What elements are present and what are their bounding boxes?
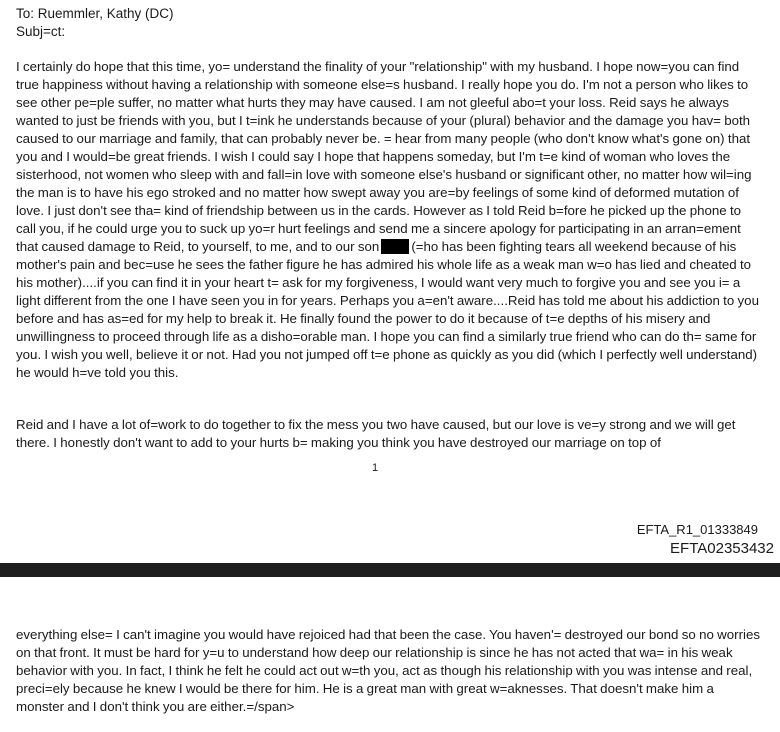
email-subject-line: Subj=ct: (16, 24, 66, 39)
redaction-box (381, 239, 409, 254)
page-number: 1 (372, 462, 379, 474)
letter-paragraph-1 (16, 58, 764, 382)
bates-reference-small: EFTA_R1_01333849 (636, 522, 758, 537)
page-divider (0, 563, 780, 577)
bates-reference-large: EFTA02353432 (670, 540, 774, 557)
paragraph-1-text-start: I certainly do hope that this time, yo= understand the finality of your "relationship" with my husband. I hope now=you can find true happiness without having a relationship with someone else=s husband. I really hope you do. I'm not a person who likes to see other pe=ple suffer, no matter what hurts they may have caused. I am not gleeful abo=t your loss. Reid says he always wanted to just be friends with you, but I t=ink he understands because of your (plural) behavior and the damage you hav= both caused to our marriage and family, that can probably never be. = hear from many people (who don't know what's gone on) that you and I would=be great friends. I wish I could say I hope that happens someday, but I'm t=e kind of woman who loves the sisterhood, not women who sleep with and fall=in love with someone else's husband or significant other, no matter how wil=ing the man is to have his ego stroked and no matter how swept away you are=by feelings of some kind of deformed mutation of love. I just don't see tha= kind of friendship between us in the cards. However as I told Reid b=fore he picked up the phone to call you, if he could urge you to suck up yo=r hurt feelings and send me a sincere apology for participating in an arran=ement that caused damage to Reid, to yourself, to me, and to our son (16, 59, 752, 254)
email-to-line: To: Ruemmler, Kathy (DC) (16, 6, 174, 21)
paragraph-1-text-end: (=ho has been fighting tears all weekend because of his mother's pain and bec=use he sees the father figure he has admired his whole life as a weak man w=o has lied and cheated to his mother)....if you can find it in your heart t= ask for my forgiveness, I would want very much to forgive you and see you i= a light different from the one I have seen you in for years. Perhaps you a=en't aware....Reid has told me about his addiction to you before and has as=ed for my help to break it. He finally found the power to do it because of t=e depths of his misery and unwillingness to proceed through life as a disho=orable man. I hope you can find a similarly true friend who can do th= same for you. I wish you well, believe it or not. Had you not jumped off t=e phone as quickly as you did (which I perfectly well understand) he would h=ve told you this. (16, 239, 759, 380)
letter-paragraph-2: Reid and I have a lot of=work to do together to fix the mess you two have caused, but our love is ve=y strong and we will get there. I honestly don't want to add to your hurts b= making you think you have destroyed our marriage on top of (16, 417, 736, 450)
letter-paragraph-3: everything else= I can't imagine you would have rejoiced had that been the case. You haven'= destroyed our bond so no worries on that front. It must be hard for y=u to understand how deep our relationship is since he has not acted that wa= in his weak behavior with you. In fact, I think he felt he could act out w=th you, act as though his relationship with you was intense and real, preci=ely because he knew I would be there for him. He is a great man with great w=aknesses. That doesn't make him a monster and I don't think you are either.=/span> (16, 627, 761, 714)
